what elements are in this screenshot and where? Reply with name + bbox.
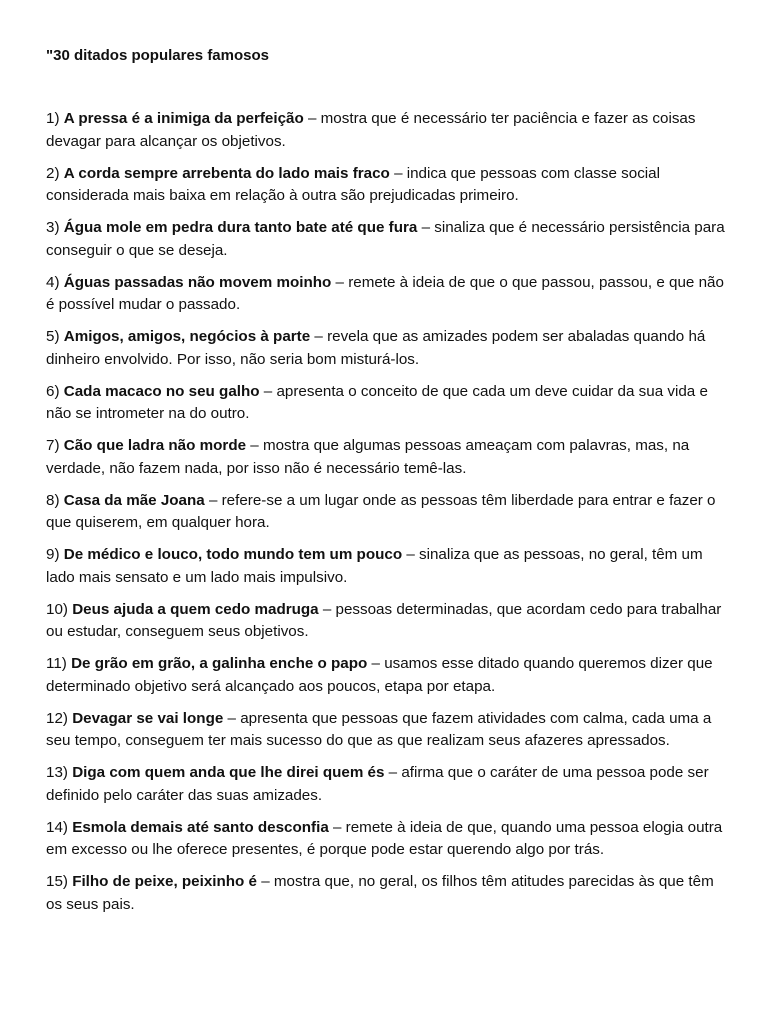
list-item [46,599,726,644]
item-saying: A corda sempre arrebenta do lado mais fraco [63,164,390,182]
list-item [46,817,726,862]
item-separator: – [402,546,419,563]
item-number: 3) [46,219,60,236]
list-item [46,871,726,916]
item-number: 1) [46,110,60,127]
item-meaning: apresenta o conceito de que cada um deve cuidar da sua vida e não se intrometer na do outro. [46,382,708,422]
list-item [46,653,726,698]
item-saying: De médico e louco, todo mundo tem um pouco [63,546,403,563]
item-saying: Esmola demais até santo desconfia [72,818,329,836]
item-saying: De grão em grão, a galinha enche o papo [71,655,368,672]
item-saying: Deus ajuda a quem cedo madruga [72,600,319,618]
list-item [46,217,726,262]
list-item [46,708,726,753]
item-separator: – [384,764,402,781]
item-meaning: revela que as amizades podem ser abaladas quando há dinheiro envolvido. Por isso, não seria bom misturá-los. [46,328,706,368]
item-separator: – [328,818,346,836]
item-separator: – [223,709,241,727]
item-saying: Filho de peixe, peixinho é [72,873,258,890]
item-saying: Casa da mãe Joana [63,491,205,509]
item-meaning: mostra que algumas pessoas ameaçam com palavras, mas, na verdade, não fazem nada, por isso não é necessário temê-las. [46,437,690,477]
item-meaning: refere-se a um lugar onde as pessoas têm liberdade para entrar e fazer o que quiserem, em qualquer hora. [46,491,716,531]
item-number: 7) [46,437,60,454]
item-meaning: sinaliza que é necessário persistência para conseguir o que se deseja. [46,219,725,259]
list-item [46,762,726,807]
item-saying: A pressa é a inimiga da perfeição [63,110,304,127]
item-number: 13) [46,764,68,781]
item-number: 10) [46,600,68,618]
item-saying: Amigos, amigos, negócios à parte [63,328,311,345]
item-number: 2) [46,164,60,182]
item-meaning: mostra que é necessário ter paciência e fazer as coisas devagar para alcançar os objetivos. [46,110,696,150]
item-separator: – [389,164,407,182]
item-meaning: apresenta que pessoas que fazem atividades com calma, cada uma a seu tempo, conseguem ter mais sucesso do que as que realizam seus afazeres apressados. [46,709,712,749]
item-separator: – [204,491,222,509]
item-number: 4) [46,273,60,291]
item-number: 11) [46,655,67,672]
item-separator: – [246,437,263,454]
item-separator: – [259,382,277,400]
list-item [46,163,726,208]
item-meaning: mostra que, no geral, os filhos têm atitudes parecidas às que têm os seus pais. [46,873,714,913]
item-number: 9) [46,546,60,563]
item-meaning: usamos esse ditado quando queremos dizer que determinado objetivo será alcançado aos poucos, etapa por etapa. [46,655,713,695]
list-item [46,381,726,426]
item-separator: – [318,600,336,618]
item-separator: – [367,655,385,672]
item-saying: Cão que ladra não morde [63,437,247,454]
item-meaning: sinaliza que as pessoas, no geral, têm um lado mais sensato e um lado mais impulsivo. [46,546,703,586]
item-saying: Devagar se vai longe [72,709,224,727]
sayings-list [46,108,726,926]
item-number: 8) [46,491,60,509]
item-meaning: remete à ideia de que, quando uma pessoa elogia outra em excesso ou lhe oferece presentes, é porque pode estar querendo algo por trás. [46,818,723,858]
item-separator: – [303,110,321,127]
item-number: 15) [46,873,68,890]
item-number: 6) [46,382,60,400]
item-number: 12) [46,709,68,727]
item-meaning: remete à ideia de que o que passou, passou, e que não é possível mudar o passado. [46,273,724,313]
item-meaning: indica que pessoas com classe social considerada mais baixa em relação à outra são prejudicadas primeiro. [46,164,660,204]
item-meaning: afirma que o caráter de uma pessoa pode ser definido pelo caráter das suas amizades. [46,764,709,804]
list-item [46,326,726,371]
item-number: 14) [46,818,68,836]
item-saying: Cada macaco no seu galho [63,382,260,400]
list-item [46,272,726,317]
item-separator: – [417,219,435,236]
list-item [46,435,726,480]
list-item [46,108,726,153]
list-item [46,544,726,589]
item-saying: Água mole em pedra dura tanto bate até que fura [63,219,418,236]
list-item [46,490,726,535]
item-saying: Diga com quem anda que lhe direi quem és [72,764,385,781]
item-separator: – [257,873,274,890]
item-meaning: pessoas determinadas, que acordam cedo para trabalhar ou estudar, conseguem seus objetivos. [46,600,722,640]
item-separator: – [310,328,328,345]
document-title: "30 ditados populares famosos [46,47,270,64]
item-saying: Águas passadas não movem moinho [63,273,332,291]
item-separator: – [331,273,349,291]
item-number: 5) [46,328,60,345]
